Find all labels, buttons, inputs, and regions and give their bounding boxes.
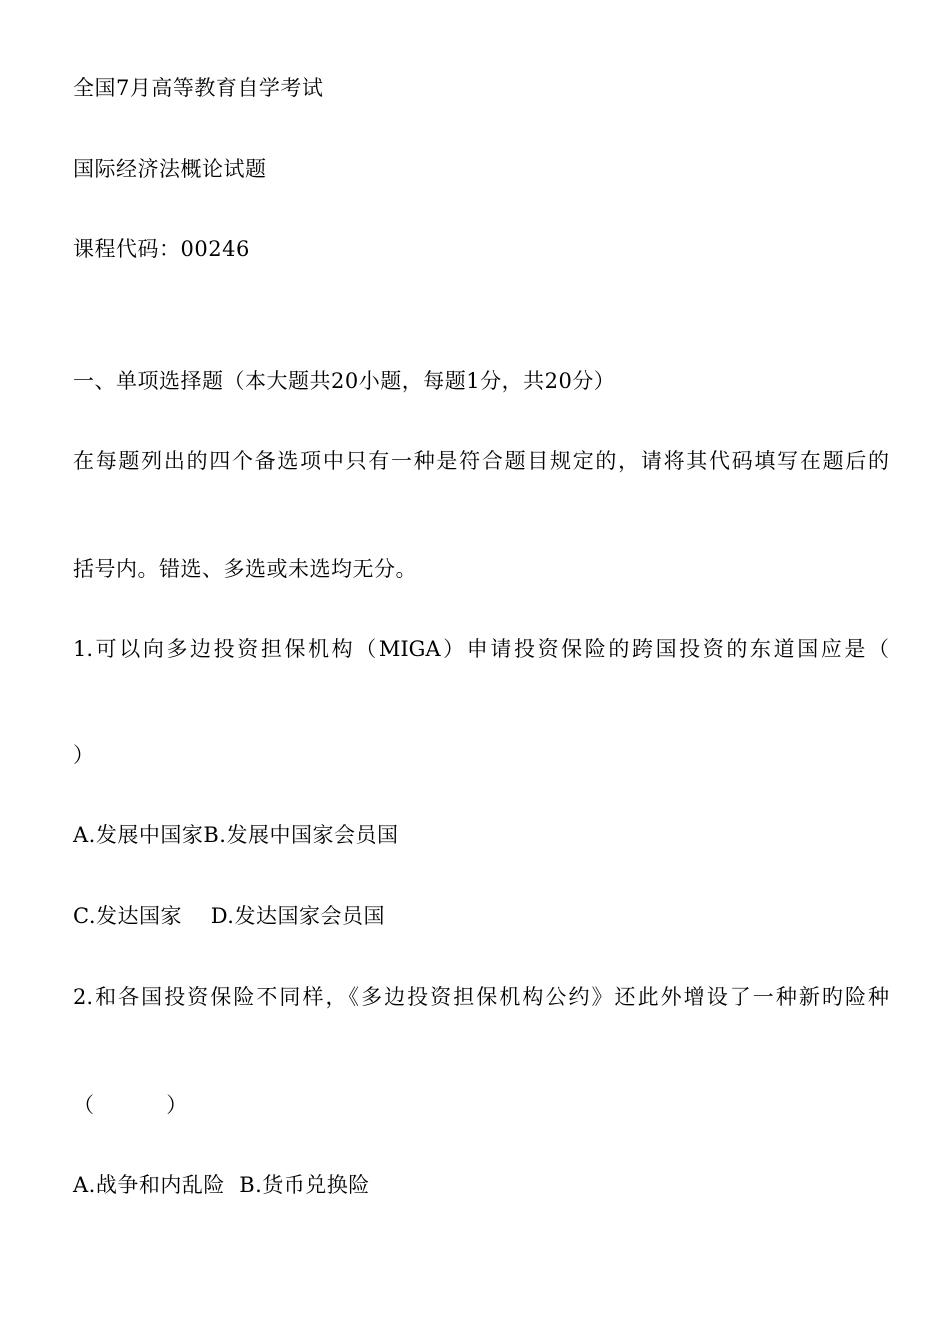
section-instruction-line-1: 在每题列出的四个备选项中只有一种是符合题目规定的，请将其代码填写在题后的 bbox=[73, 449, 889, 473]
section-instruction-line-2: 括号内。错选、多选或未选均无分。 bbox=[73, 557, 417, 581]
question-2-stem-continued: （ ） bbox=[73, 1093, 188, 1117]
question-1-options-cd: C.发达国家 D.发达国家会员国 bbox=[73, 904, 385, 928]
section-heading: 一、单项选择题（本大题共20小题，每题1分，共20分） bbox=[73, 369, 616, 393]
course-code: 课程代码：00246 bbox=[73, 237, 250, 261]
subject-title: 国际经济法概论试题 bbox=[73, 157, 267, 181]
exam-title: 全国7月高等教育自学考试 bbox=[73, 76, 324, 100]
question-1-options-ab: A.发展中国家B.发展中国家会员国 bbox=[73, 823, 399, 847]
question-1-stem-continued: ） bbox=[73, 743, 95, 767]
question-2-options-ab: A.战争和内乱险 B.货币兑换险 bbox=[73, 1173, 370, 1197]
question-1-stem: 1.可以向多边投资担保机构（MIGA）申请投资保险的跨国投资的东道国应是（ bbox=[73, 637, 889, 661]
question-2-stem: 2.和各国投资保险不同样，《多边投资担保机构公约》还此外增设了一种新旳险种 bbox=[73, 985, 889, 1009]
